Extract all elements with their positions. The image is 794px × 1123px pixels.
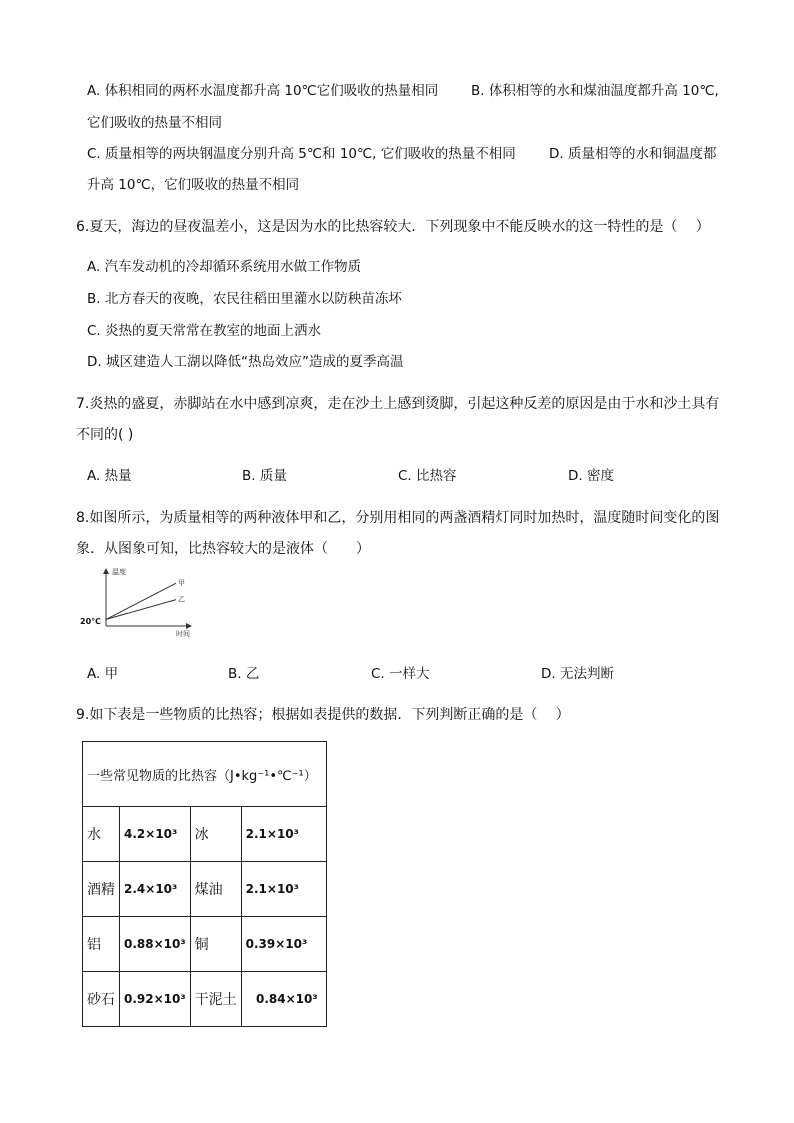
q7-option-c: C. 比热容 — [398, 468, 457, 484]
q7-stem-line2: 不同的( ) — [76, 427, 134, 443]
substance-cell: 水 — [83, 807, 120, 862]
q8-option-a: A. 甲 — [87, 666, 119, 682]
series-line-yi — [106, 600, 176, 620]
series-line-jia — [106, 583, 176, 619]
value-cell: 2.4×10³ — [120, 862, 191, 917]
series-label-yi: 乙 — [178, 595, 185, 604]
q6-stem: 6.夏天，海边的昼夜温差小，这是因为水的比热容较大．下列现象中不能反映水的这一特性的是（ ） — [76, 219, 710, 235]
value-cell: 2.1×10³ — [241, 862, 326, 917]
q9-stem: 9.如下表是一些物质的比热容；根据如表提供的数据．下列判断正确的是（ ） — [76, 707, 570, 723]
y-axis-arrow — [103, 568, 109, 574]
q7-option-d: D. 密度 — [568, 468, 614, 484]
specific-heat-table — [82, 741, 327, 1027]
q8-option-b: B. 乙 — [228, 666, 260, 682]
substance-cell: 酒精 — [83, 862, 120, 917]
q6-option-a: A. 汽车发动机的冷却循环系统用水做工作物质 — [87, 259, 362, 275]
substance-cell: 铜 — [190, 917, 241, 972]
x-axis-label: 时间 — [176, 630, 190, 638]
value-cell: 2.1×10³ — [241, 807, 326, 862]
q5-option-c: C. 质量相等的两块钢温度分别升高 5℃和 10℃, 它们吸收的热量不相同 — [87, 146, 516, 162]
value-cell: 4.2×10³ — [120, 807, 191, 862]
substance-cell: 煤油 — [190, 862, 241, 917]
series-label-jia: 甲 — [178, 579, 185, 588]
x-axis-arrow — [186, 623, 192, 629]
q6-option-b: B. 北方春天的夜晚，农民往稻田里灌水以防秧苗冻坏 — [87, 291, 402, 307]
value-cell: 0.92×10³ — [120, 972, 191, 1027]
q6-option-c: C. 炎热的夏天常常在教室的地面上洒水 — [87, 323, 322, 339]
q5-option-d-continued: 升高 10℃，它们吸收的热量不相同 — [87, 177, 300, 193]
value-cell: 0.88×10³ — [120, 917, 191, 972]
q5-option-a: A. 体积相同的两杯水温度都升高 10℃它们吸收的热量相同 — [87, 83, 439, 99]
table-row — [83, 917, 327, 972]
y-start-label: 20℃ — [80, 617, 101, 626]
q5-option-b-continued: 它们吸收的热量不相同 — [87, 115, 222, 131]
q8-option-c: C. 一样大 — [371, 666, 430, 682]
substance-cell: 冰 — [190, 807, 241, 862]
temperature-time-chart — [76, 566, 196, 638]
q8-option-d: D. 无法判断 — [541, 666, 614, 682]
table-row — [83, 862, 327, 917]
value-cell: 0.39×10³ — [241, 917, 326, 972]
q8-stem-line2: 象．从图象可知，比热容较大的是液体（ ） — [76, 541, 370, 557]
table-row — [83, 972, 327, 1027]
y-axis-label: 温度 — [112, 568, 126, 576]
q5-option-d: D. 质量相等的水和铜温度都 — [549, 146, 717, 162]
value-cell: 0.84×10³ — [241, 972, 326, 1027]
table-title: 一些常见物质的比热容（J•kg⁻¹•℃⁻¹） — [83, 742, 327, 807]
substance-cell: 干泥土 — [190, 972, 241, 1027]
table-row — [83, 807, 327, 862]
q6-option-d: D. 城区建造人工湖以降低“热岛效应”造成的夏季高温 — [87, 354, 404, 370]
q8-stem-line1: 8.如图所示，为质量相等的两种液体甲和乙，分别用相同的两盏酒精灯同时加热时，温度随时间变化的图 — [76, 510, 720, 526]
q7-stem-line1: 7.炎热的盛夏，赤脚站在水中感到凉爽，走在沙土上感到烫脚，引起这种反差的原因是由于水和沙土具有 — [76, 396, 720, 412]
substance-cell: 铝 — [83, 917, 120, 972]
q5-option-b: B. 体积相等的水和煤油温度都升高 10℃, — [471, 83, 719, 99]
q7-option-a: A. 热量 — [87, 468, 132, 484]
substance-cell: 砂石 — [83, 972, 120, 1027]
q7-option-b: B. 质量 — [242, 468, 287, 484]
